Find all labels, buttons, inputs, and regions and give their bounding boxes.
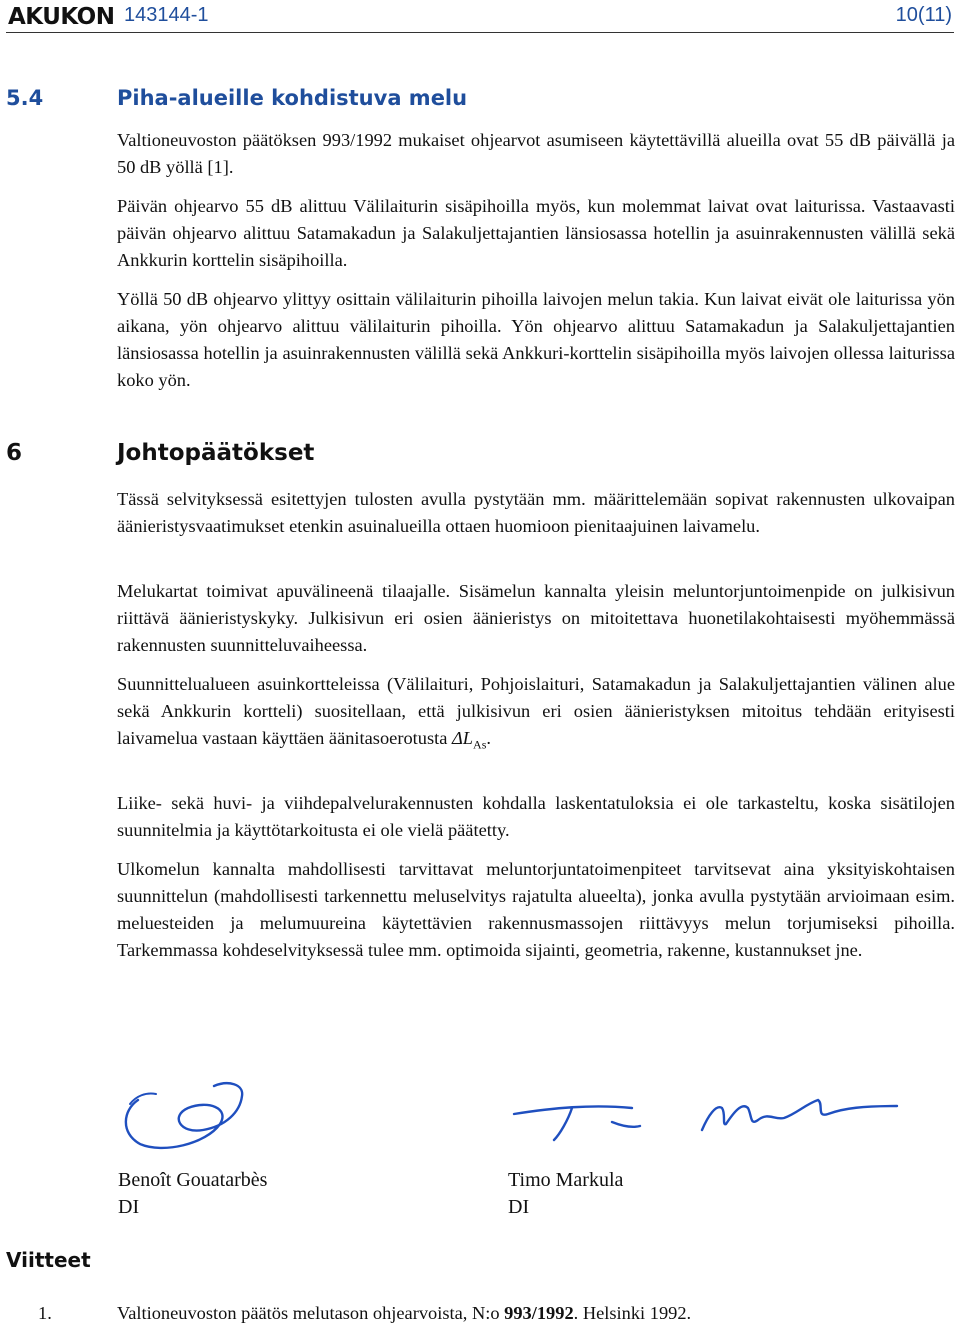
paragraph: Ulkomelun kannalta mahdollisesti tarvittavat meluntorjuntatoimenpiteet tarvitsevat aina yksityiskohtaisen suunnittelun (mahdollisesti tarkennettu meluselvitys rajatulta alueelta), jonka avulla pystytään arvioimaan esim. meluesteiden ja melumuureina käytettävien rakennusmassojen riittävyys melun torjumiseksi pihoilla. Tarkemmassa kohdeselvityksessä tulee mm. optimoida sijainti, geometria, rakenne, kustannukset jne. <box>117 859 955 960</box>
section-heading-6 <box>6 440 314 466</box>
signatory-name: Benoît Gouatarbès <box>118 1169 268 1191</box>
signatory-markula <box>508 1167 623 1221</box>
paragraph: Yöllä 50 dB ohjearvo ylittyy osittain välilaiturin pihoilla laivojen melun takia. Kun laivat eivät ole laiturissa yön aikana, yön ohjearvo alittuu välilaiturin pihoilla. Yön ohjearvo alittuu Satamakadun ja Salakuljettajantien länsiosassa hotellin ja asuinrakennusten välillä sekä Ankkuri-korttelin sisäpihoilla myös laivojen ollessa laiturissa koko yön. <box>117 289 955 390</box>
signature-gouatarbes <box>118 1078 258 1154</box>
section-title: Johtopäätökset <box>117 440 315 466</box>
signatory-title: DI <box>508 1196 530 1218</box>
page-number: 10(11) <box>895 4 952 26</box>
paragraph: Tässä selvityksessä esitettyjen tulosten avulla pystytään mm. määrittelemään sopivat rakennusten ulkovaipan äänieristysvaatimukset etenkin asuinalueilla ottaen huomioon pienitaajuinen laivamelu. <box>117 489 955 536</box>
signatory-title: DI <box>118 1196 140 1218</box>
paragraph: Liike- sekä huvi- ja viihdepalvelurakennusten kohdalla laskentatuloksia ei ole tarkasteltu, koska sisätilojen suunnitelmia ja käyttötarkoitusta ei ole vielä päätetty. <box>117 793 955 840</box>
akukon-logo: AKUKON <box>8 4 115 30</box>
section-heading-5-4 <box>6 86 467 110</box>
paragraph-text: Suunnittelualueen asuinkortteleissa (Välilaituri, Pohjoislaituri, Satamakadun ja Salakuljettajantien välinen alue sekä Ankkurin kortteli) suositellaan, että julkisivun eri osien äänieristyksen mitoitus tehdään erityisesti laivamelua vastaan käyttäen äänitasoerotusta <box>117 674 955 748</box>
paragraph-delta-l <box>117 671 955 759</box>
paragraph: Päivän ohjearvo 55 dB alittuu Välilaiturin sisäpihoilla myös, kun molemmat laivat ovat laiturissa. Vastaavasti päivän ohjearvo alittuu Satamakadun ja Salakuljettajantien länsiosassa hotellin ja asuinrakennusten välillä sekä Ankkurin korttelin sisäpihoilla. <box>117 196 955 270</box>
reference-text: Valtioneuvoston päätös melutason ohjearvoista, N:o <box>117 1303 505 1323</box>
section-title: Piha-alueille kohdistuva melu <box>117 86 468 110</box>
reference-bold: 993/1992 <box>504 1303 574 1323</box>
delta-l-symbol: ΔL <box>452 728 474 748</box>
paragraph: Melukartat toimivat apuvälineenä tilaajalle. Sisämelun kannalta yleisin meluntorjuntoimenpide on julkisivun riittävä äänieristyskyky. Julkisivun eri osien äänieristys on mitoitettava huonetilakohtaisesti myöhemmässä rakennusten suunnitteluvaiheessa. <box>117 581 955 655</box>
reference-text-end: . Helsinki 1992. <box>573 1303 692 1323</box>
section-number: 6 <box>6 440 23 466</box>
signatory-name: Timo Markula <box>508 1169 624 1191</box>
paragraph: Valtioneuvoston päätöksen 993/1992 mukaiset ohjearvot asumiseen käytettävillä alueilla ovat 55 dB päivällä ja 50 dB yöllä [1]. <box>117 130 955 177</box>
signature-markula <box>512 1090 902 1150</box>
references-heading: Viitteet <box>6 1248 91 1272</box>
signatory-gouatarbes <box>118 1167 267 1221</box>
page-header <box>6 0 954 33</box>
paragraph-end: . <box>486 728 491 748</box>
reference-number: 1. <box>38 1303 52 1323</box>
document-number: 143144-1 <box>124 4 209 26</box>
reference-item <box>38 1300 938 1327</box>
delta-l-subscript: As <box>473 737 487 752</box>
section-number: 5.4 <box>6 86 44 110</box>
